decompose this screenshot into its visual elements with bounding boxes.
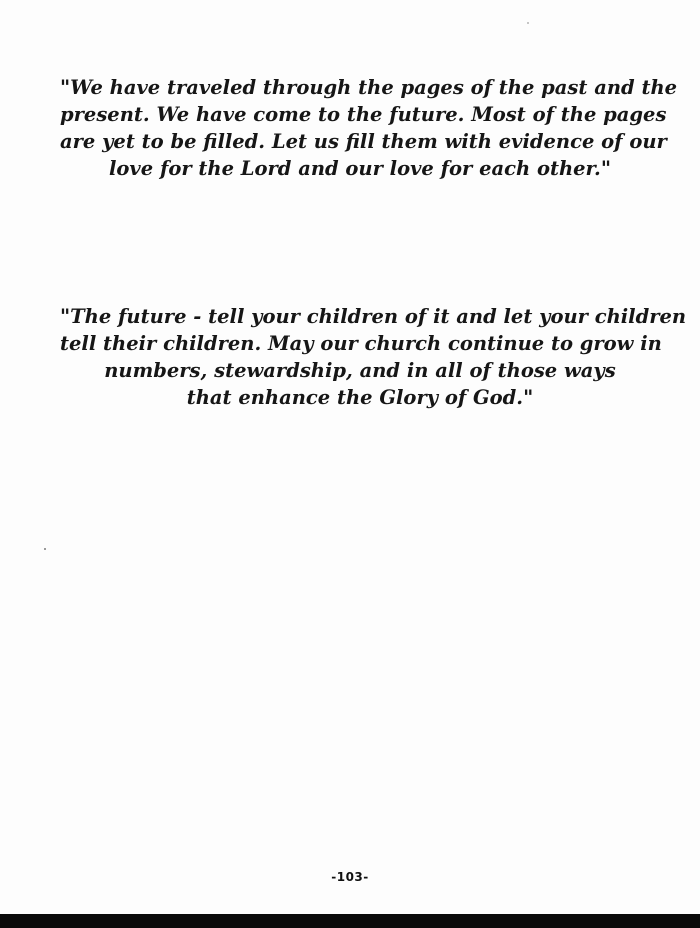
page-number: -103- xyxy=(331,870,369,884)
quote-past-present-future xyxy=(60,74,678,182)
scan-bottom-edge xyxy=(0,914,700,928)
quote-line: present. We have come to the future. Most of the pages xyxy=(60,103,667,126)
quote-line: love for the Lord and our love for each other." xyxy=(109,157,611,180)
quote-line: are yet to be filled. Let us fill them with evidence of our xyxy=(60,130,667,153)
quote-line: "We have traveled through the pages of the past and the xyxy=(60,76,678,99)
quote-line: that enhance the Glory of God." xyxy=(186,386,534,409)
scan-speck xyxy=(527,22,529,24)
quote-tell-your-children xyxy=(60,303,687,411)
quote-line: numbers, stewardship, and in all of those ways xyxy=(104,359,616,382)
scan-speck xyxy=(44,548,46,550)
quote-line: "The future - tell your children of it and let your children xyxy=(60,305,687,328)
quote-line: tell their children. May our church continue to grow in xyxy=(60,332,662,355)
